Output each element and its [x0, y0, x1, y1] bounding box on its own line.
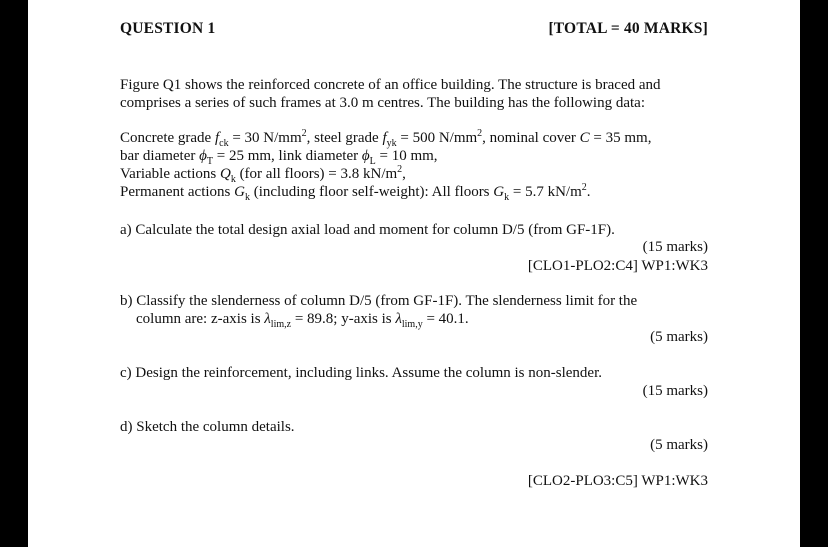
- part-a-marks: (15 marks): [642, 239, 708, 255]
- total-marks: [TOTAL = 40 MARKS]: [548, 20, 708, 37]
- document-page: [28, 0, 800, 547]
- data-line-permanent: Permanent actions $G_k$ (including floor self-weight): All floors $G_k = 5.7$ $kN/m^2$.: [120, 182, 591, 203]
- intro-line-2: comprises a series of such frames at 3.0 m centres. The building has the following data:: [120, 95, 645, 111]
- data-line-concrete: Concrete grade $f_{ck} = 30$ $N/mm^2$, steel grade $f_{yk} = 500$ $N/mm^2$, nominal cover C = 35 mm,: [120, 128, 652, 149]
- part-a-clo: [CLO1-PLO2:C4] WP1:WK3: [527, 258, 708, 274]
- part-b-line-2: column are: z-axis is $\lambda_{lim,z} = 89.8$; y-axis is $\lambda_{lim,y} = 40.1$.: [136, 311, 469, 330]
- part-b-marks: (5 marks): [650, 329, 708, 345]
- data-line-diameters: bar diameter $\phi_T = 25$ mm, link diameter $\phi_L = 10$ mm,: [120, 148, 438, 167]
- part-c-marks: (15 marks): [642, 383, 708, 399]
- part-d-marks: (5 marks): [650, 437, 708, 453]
- intro-line-1: Figure Q1 shows the reinforced concrete of an office building. The structure is braced and: [120, 77, 661, 93]
- question-title: QUESTION 1: [120, 20, 216, 37]
- part-b-line-1: b) Classify the slenderness of column D/5 (from GF-1F). The slenderness limit for the: [120, 293, 638, 309]
- part-a-text: a) Calculate the total design axial load and moment for column D/5 (from GF-1F).: [120, 222, 615, 238]
- part-d-clo: [CLO2-PLO3:C5] WP1:WK3: [527, 473, 708, 489]
- part-d-text: d) Sketch the column details.: [120, 419, 295, 435]
- data-line-variable: Variable actions $Q_k$ (for all floors) = 3.8 $kN/m^2$,: [120, 164, 406, 185]
- part-c-text: c) Design the reinforcement, including links. Assume the column is non-slender.: [120, 365, 602, 381]
